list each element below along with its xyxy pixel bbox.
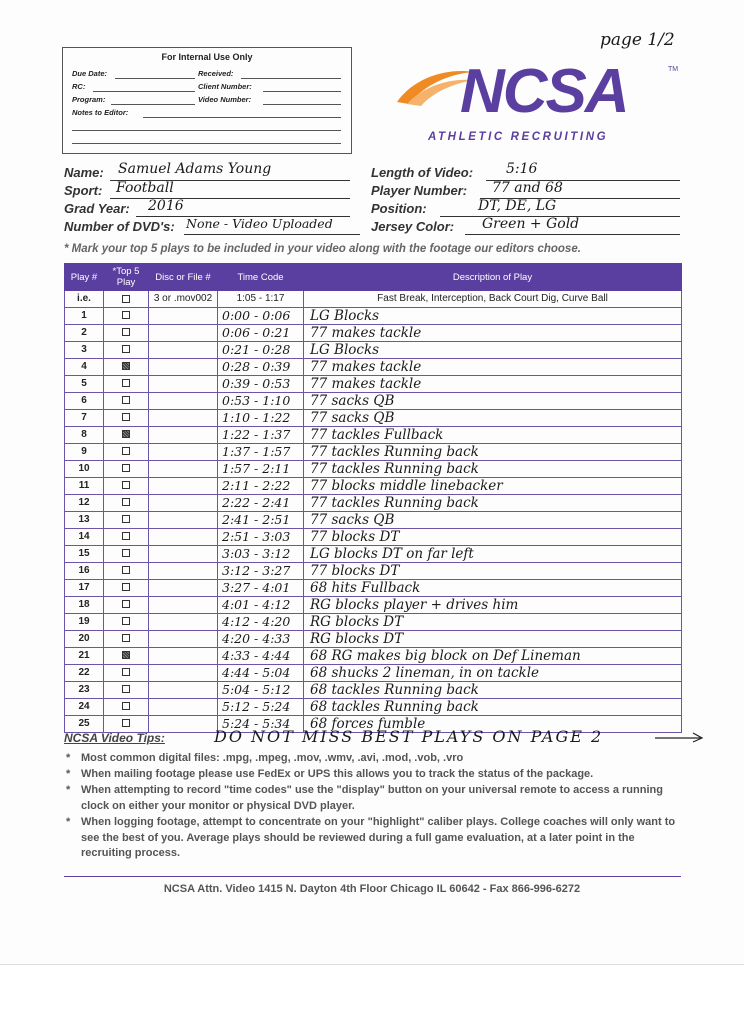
notes-line-1[interactable] — [143, 117, 341, 118]
footer-address: NCSA Attn. Video 1415 N. Dayton 4th Floor Chicago IL 60642 - Fax 866-996-6272 — [163, 883, 581, 895]
top5-checkbox[interactable] — [122, 498, 130, 506]
table-row — [65, 579, 682, 596]
play-description[interactable]: 77 tackles Fullback — [304, 426, 682, 443]
play-number: 3 — [65, 341, 104, 358]
table-row — [65, 443, 682, 460]
play-description[interactable]: LG Blocks — [304, 341, 682, 358]
table-row — [65, 562, 682, 579]
top5-cell — [104, 613, 149, 630]
time-code[interactable]: 3:12 - 3:27 — [218, 562, 304, 579]
top5-checkbox[interactable] — [122, 702, 130, 710]
play-number: 22 — [65, 664, 104, 681]
jersey-color-value[interactable]: Green + Gold — [482, 216, 580, 232]
play-number: 8 — [65, 426, 104, 443]
top5-checkbox[interactable] — [122, 464, 130, 472]
play-number: 25 — [65, 715, 104, 732]
disc-file-cell[interactable] — [149, 664, 218, 681]
disc-file-cell[interactable] — [149, 392, 218, 409]
handwritten-page2-note: DO NOT MISS BEST PLAYS ON PAGE 2 — [214, 727, 604, 746]
jersey-color-line — [465, 234, 680, 235]
time-code[interactable]: 2:41 - 2:51 — [218, 511, 304, 528]
tip-item-3: * When attempting to record "time codes" use the "display" button on your universal remote to access a running clock on either your monitor or physical DVD player. — [66, 784, 663, 812]
top5-checkbox[interactable] — [122, 430, 130, 438]
header-description: Description of Play — [304, 264, 682, 291]
tip-item-1: * Most common digital files: .mpg, .mpeg, .mov, .wmv, .avi, .mod, .vob, .vro — [66, 752, 464, 764]
top5-cell — [104, 426, 149, 443]
play-description[interactable]: 77 tackles Running back — [304, 460, 682, 477]
top5-cell — [104, 715, 149, 732]
rc-label: RC: — [72, 82, 86, 91]
disc-file-cell[interactable] — [149, 494, 218, 511]
table-row — [65, 647, 682, 664]
top5-cell — [104, 681, 149, 698]
time-code[interactable]: 4:33 - 4:44 — [218, 647, 304, 664]
table-row — [65, 477, 682, 494]
table-row — [65, 698, 682, 715]
table-row — [65, 307, 682, 324]
top5-cell — [104, 375, 149, 392]
disc-file-cell[interactable] — [149, 562, 218, 579]
play-description[interactable]: 77 sacks QB — [304, 392, 682, 409]
table-row — [65, 375, 682, 392]
play-description[interactable]: 77 makes tackle — [304, 324, 682, 341]
top5-cell — [104, 392, 149, 409]
notes-line-2[interactable] — [72, 130, 341, 131]
top5-cell — [104, 664, 149, 681]
time-code[interactable]: 4:20 - 4:33 — [218, 630, 304, 647]
table-row — [65, 545, 682, 562]
disc-file-cell[interactable] — [149, 579, 218, 596]
disc-file-cell[interactable] — [149, 358, 218, 375]
video-number-label: Video Number: — [198, 95, 252, 104]
play-description[interactable]: 77 tackles Running back — [304, 494, 682, 511]
top5-checkbox[interactable] — [122, 651, 130, 659]
top5-checkbox[interactable] — [122, 668, 130, 676]
top5-checkbox[interactable] — [122, 719, 130, 727]
top5-cell — [104, 324, 149, 341]
disc-file-cell[interactable] — [149, 477, 218, 494]
play-description[interactable]: 77 sacks QB — [304, 511, 682, 528]
name-value[interactable]: Samuel Adams Young — [118, 161, 272, 177]
time-code[interactable]: 0:28 - 0:39 — [218, 358, 304, 375]
play-number: 9 — [65, 443, 104, 460]
time-code[interactable]: 1:10 - 1:22 — [218, 409, 304, 426]
play-description[interactable]: LG Blocks — [304, 307, 682, 324]
example-time: 1:05 - 1:17 — [218, 291, 304, 308]
tip-item-2: * When mailing footage please use FedEx or UPS this allows you to track the status of the package. — [66, 768, 594, 780]
play-description[interactable]: 68 tackles Running back — [304, 681, 682, 698]
play-description[interactable]: 77 makes tackle — [304, 358, 682, 375]
play-number: 11 — [65, 477, 104, 494]
scan-margin — [0, 964, 744, 1025]
disc-file-cell[interactable] — [149, 630, 218, 647]
top5-checkbox[interactable] — [122, 617, 130, 625]
play-number: 2 — [65, 324, 104, 341]
top5-cell — [104, 494, 149, 511]
time-code[interactable]: 4:12 - 4:20 — [218, 613, 304, 630]
play-number: 6 — [65, 392, 104, 409]
top5-cell — [104, 698, 149, 715]
notes-line-3[interactable] — [72, 143, 341, 144]
rc-line[interactable] — [93, 91, 195, 92]
example-file: 3 or .mov002 — [149, 291, 218, 308]
top5-checkbox[interactable] — [122, 345, 130, 353]
table-row — [65, 664, 682, 681]
program-label: Program: — [72, 95, 106, 104]
time-code[interactable]: 0:39 - 0:53 — [218, 375, 304, 392]
player-number-label: Player Number: — [371, 183, 468, 198]
disc-file-cell[interactable] — [149, 341, 218, 358]
play-description[interactable]: 68 forces fumble — [304, 715, 682, 732]
internal-use-box — [62, 47, 352, 154]
disc-file-cell[interactable] — [149, 528, 218, 545]
play-number: 24 — [65, 698, 104, 715]
play-description[interactable]: 77 blocks DT — [304, 528, 682, 545]
time-code[interactable]: 1:37 - 1:57 — [218, 443, 304, 460]
time-code[interactable]: 4:44 - 5:04 — [218, 664, 304, 681]
time-code[interactable]: 3:03 - 3:12 — [218, 545, 304, 562]
top5-checkbox[interactable] — [122, 583, 130, 591]
disc-file-cell[interactable] — [149, 426, 218, 443]
tip-item-4: * When logging footage, attempt to concentrate on your "highlight" caliber plays. College coaches will only want to see the best of you. Average plays should be reviewed during a full game evaluation, at a later point in the recruiting process. — [66, 816, 676, 859]
disc-file-cell[interactable] — [149, 698, 218, 715]
play-number: 4 — [65, 358, 104, 375]
play-number: 14 — [65, 528, 104, 545]
play-number: 5 — [65, 375, 104, 392]
internal-use-title: For Internal Use Only — [161, 52, 253, 62]
table-row — [65, 596, 682, 613]
play-description[interactable]: 77 blocks DT — [304, 562, 682, 579]
top5-cell — [104, 307, 149, 324]
table-row — [65, 460, 682, 477]
length-label: Length of Video: — [371, 165, 474, 180]
plays-table — [64, 263, 682, 733]
time-code[interactable]: 2:22 - 2:41 — [218, 494, 304, 511]
top5-checkbox[interactable] — [122, 311, 130, 319]
sport-line — [110, 198, 350, 199]
play-description[interactable]: 68 RG makes big block on Def Lineman — [304, 647, 682, 664]
disc-file-cell[interactable] — [149, 375, 218, 392]
play-number: 12 — [65, 494, 104, 511]
example-description: Fast Break, Interception, Back Court Dig, Curve Ball — [304, 291, 682, 308]
footer-divider — [64, 876, 681, 877]
play-number: 15 — [65, 545, 104, 562]
length-value[interactable]: 5:16 — [506, 161, 538, 177]
play-number: 20 — [65, 630, 104, 647]
top5-cell — [104, 358, 149, 375]
disc-file-cell[interactable] — [149, 307, 218, 324]
top5-checkbox[interactable] — [122, 634, 130, 642]
time-code[interactable]: 0:21 - 0:28 — [218, 341, 304, 358]
top5-checkbox[interactable] — [122, 362, 130, 370]
top5-cell — [104, 341, 149, 358]
logo-trademark: TM — [668, 66, 679, 73]
top5-cell — [104, 443, 149, 460]
example-num: i.e. — [65, 291, 104, 308]
header-time-code: Time Code — [218, 264, 304, 291]
play-number: 13 — [65, 511, 104, 528]
top5-checkbox[interactable] — [122, 481, 130, 489]
table-header-row — [65, 264, 682, 291]
play-number: 7 — [65, 409, 104, 426]
sport-value[interactable]: Football — [116, 180, 174, 196]
top5-checkbox[interactable] — [122, 566, 130, 574]
due-date-label: Due Date: — [72, 69, 108, 78]
disc-file-cell[interactable] — [149, 511, 218, 528]
disc-file-cell[interactable] — [149, 409, 218, 426]
play-description[interactable]: RG blocks DT — [304, 613, 682, 630]
table-row — [65, 630, 682, 647]
top5-cell — [104, 409, 149, 426]
play-description[interactable]: 68 tackles Running back — [304, 698, 682, 715]
top5-cell — [104, 579, 149, 596]
due-date-line[interactable] — [115, 78, 195, 79]
disc-file-cell[interactable] — [149, 647, 218, 664]
time-code[interactable]: 3:27 - 4:01 — [218, 579, 304, 596]
top5-cell — [104, 511, 149, 528]
time-code[interactable]: 5:24 - 5:34 — [218, 715, 304, 732]
top5-cell — [104, 528, 149, 545]
table-row — [65, 511, 682, 528]
time-code[interactable]: 0:06 - 0:21 — [218, 324, 304, 341]
time-code[interactable]: 0:53 - 1:10 — [218, 392, 304, 409]
table-row — [65, 358, 682, 375]
disc-file-cell[interactable] — [149, 443, 218, 460]
example-row — [65, 291, 682, 308]
play-description[interactable]: 77 sacks QB — [304, 409, 682, 426]
ncsa-logo: NCSA — [460, 57, 628, 126]
top5-checkbox[interactable] — [122, 532, 130, 540]
client-number-line[interactable] — [263, 91, 341, 92]
time-code[interactable]: 5:04 - 5:12 — [218, 681, 304, 698]
example-checkbox — [122, 295, 130, 303]
logo-tagline: ATHLETIC RECRUITING — [428, 131, 609, 143]
time-code[interactable]: 1:57 - 2:11 — [218, 460, 304, 477]
table-row — [65, 613, 682, 630]
table-row — [65, 324, 682, 341]
time-code[interactable]: 0:00 - 0:06 — [218, 307, 304, 324]
top5-instruction: * Mark your top 5 plays to be included in your video along with the footage our editors choose. — [64, 243, 581, 255]
disc-file-cell[interactable] — [149, 596, 218, 613]
table-row — [65, 409, 682, 426]
play-description[interactable]: RG blocks player + drives him — [304, 596, 682, 613]
video-number-line[interactable] — [263, 104, 341, 105]
top5-cell — [104, 460, 149, 477]
arrow-right-icon — [655, 729, 705, 745]
top5-cell — [104, 596, 149, 613]
header-play: Play # — [65, 264, 104, 291]
header-disc: Disc or File # — [149, 264, 218, 291]
play-number: 19 — [65, 613, 104, 630]
table-row — [65, 426, 682, 443]
play-description[interactable]: 77 tackles Running back — [304, 443, 682, 460]
top5-checkbox[interactable] — [122, 396, 130, 404]
top5-checkbox[interactable] — [122, 515, 130, 523]
header-top5: *Top 5 Play — [104, 264, 149, 291]
top5-checkbox[interactable] — [122, 328, 130, 336]
top5-checkbox[interactable] — [122, 549, 130, 557]
received-line[interactable] — [241, 78, 341, 79]
top5-cell — [104, 545, 149, 562]
dvds-line — [184, 234, 360, 235]
play-number: 18 — [65, 596, 104, 613]
dvds-value[interactable]: None - Video Uploaded — [186, 216, 333, 231]
play-number: 16 — [65, 562, 104, 579]
disc-file-cell[interactable] — [149, 613, 218, 630]
time-code[interactable]: 4:01 - 4:12 — [218, 596, 304, 613]
play-description[interactable]: 77 makes tackle — [304, 375, 682, 392]
play-description[interactable]: 68 shucks 2 lineman, in on tackle — [304, 664, 682, 681]
sport-label: Sport: — [64, 183, 103, 198]
play-number: 21 — [65, 647, 104, 664]
name-label: Name: — [64, 165, 104, 180]
play-number: 23 — [65, 681, 104, 698]
disc-file-cell[interactable] — [149, 324, 218, 341]
play-number: 17 — [65, 579, 104, 596]
disc-file-cell[interactable] — [149, 715, 218, 732]
disc-file-cell[interactable] — [149, 460, 218, 477]
page-number-note: page 1/2 — [600, 30, 675, 50]
play-description[interactable]: RG blocks DT — [304, 630, 682, 647]
disc-file-cell[interactable] — [149, 545, 218, 562]
disc-file-cell[interactable] — [149, 681, 218, 698]
jersey-color-label: Jersey Color: — [371, 219, 455, 234]
table-row — [65, 528, 682, 545]
notes-to-editor-label: Notes to Editor: — [72, 108, 129, 117]
program-line[interactable] — [111, 104, 195, 105]
position-value[interactable]: DT, DE, LG — [478, 198, 557, 214]
play-description[interactable]: 68 hits Fullback — [304, 579, 682, 596]
received-label: Received: — [198, 69, 234, 78]
client-number-label: Client Number: — [198, 82, 252, 91]
table-row — [65, 392, 682, 409]
grad-year-value[interactable]: 2016 — [148, 198, 184, 214]
play-description[interactable]: 77 blocks middle linebacker — [304, 477, 682, 494]
table-row — [65, 681, 682, 698]
time-code[interactable]: 2:11 - 2:22 — [218, 477, 304, 494]
time-code[interactable]: 1:22 - 1:37 — [218, 426, 304, 443]
time-code[interactable]: 2:51 - 3:03 — [218, 528, 304, 545]
top5-checkbox[interactable] — [122, 447, 130, 455]
top5-checkbox[interactable] — [122, 600, 130, 608]
play-description[interactable]: LG blocks DT on far left — [304, 545, 682, 562]
top5-cell — [104, 562, 149, 579]
dvds-label: Number of DVD's: — [64, 219, 175, 234]
top5-cell — [104, 630, 149, 647]
top5-checkbox[interactable] — [122, 685, 130, 693]
tips-title: NCSA Video Tips: — [64, 731, 165, 745]
player-number-value[interactable]: 77 and 68 — [492, 180, 563, 196]
top5-checkbox[interactable] — [122, 413, 130, 421]
time-code[interactable]: 5:12 - 5:24 — [218, 698, 304, 715]
play-number: 1 — [65, 307, 104, 324]
top5-cell — [104, 477, 149, 494]
position-label: Position: — [371, 201, 427, 216]
grad-year-label: Grad Year: — [64, 201, 130, 216]
play-number: 10 — [65, 460, 104, 477]
top5-checkbox[interactable] — [122, 379, 130, 387]
top5-cell — [104, 647, 149, 664]
table-row — [65, 494, 682, 511]
table-row — [65, 341, 682, 358]
